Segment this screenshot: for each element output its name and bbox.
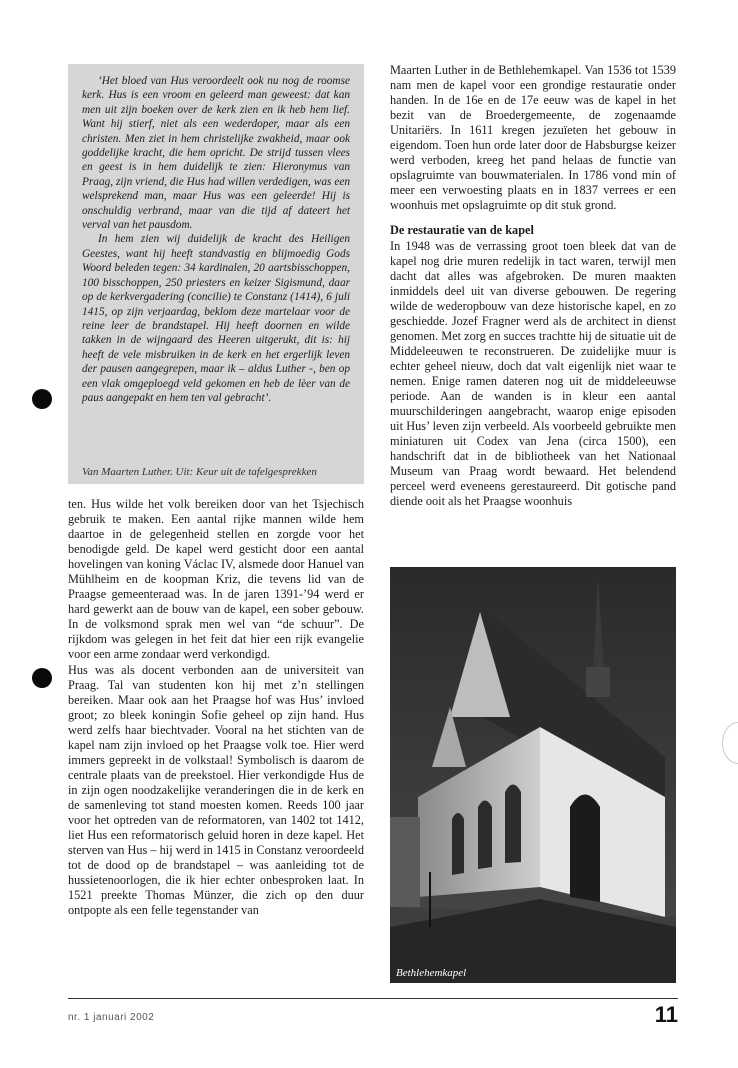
issue-label: nr. 1 januari 2002 bbox=[68, 1012, 155, 1023]
page-edge-mark bbox=[722, 722, 738, 764]
photo-caption: Bethlehemkapel bbox=[396, 967, 467, 979]
left-paragraph-2: Hus was als docent verbonden aan de universiteit van Praag. Tal van studenten kon hij met z’n stellingen bereiken. Maar ook aan het Praagse hof was Hus’ invloed groot; zo bleek koningin Sofie geheel op zijn hand. Hus werd zelfs haar biechtvader. Vooral na het stichten van de kapel nam zijn invloed op het Praagse volk toe. Hier werd immers gepreekt in de volkstaal! Symbolisch is daarom de centrale plaats van de preekstoel. Hier verkondigde Hus de in zijn ogen noodzakelijke veranderingen die in de kerk en de samenleving tot stand moesten komen. Reeds 100 jaar voor het optreden van de reformatoren, van 1402 tot 1412, liet Hus een reformatorisch geluid horen in deze kapel. Het sterven van Hus – hij werd in 1415 in Constanz veroordeeld tot de dood op de brandstapel – was aanleiding tot de hussietenoorlogen, die ik hier echter onbesproken laat. In 1521 preekte Thomas Münzer, die zich op den duur ontpopte als een felle tegenstander van bbox=[68, 662, 364, 918]
left-column bbox=[68, 497, 364, 918]
section-heading: De restauratie van de kapel bbox=[390, 223, 534, 238]
bethlehem-chapel-photo bbox=[390, 567, 676, 983]
footer-divider bbox=[68, 998, 678, 999]
quote-box bbox=[68, 64, 364, 484]
quote-source: Van Maarten Luther. Uit: Keur uit de tafelgesprekken bbox=[82, 466, 317, 478]
left-paragraph-1: ten. Hus wilde het volk bereiken door van het Tsjechisch gebruik te maken. Een aantal rijke mannen wilde hem daartoe in de gelegenheid stellen en zorgde voor het benodigde geld. De kapel werd gesticht door een aantal hovelingen van koning Václac IV, alsmede door Hanuel van Mühlheim en de koopman Kriz, die tevens lid van de Praagse gemeenteraad was. In de jaren 1391-’94 werd er hard gewerkt aan de bouw van de kapel, een sober gebouw. In de volksmond sprak men wel van “de schuur”. De rijkdom was gelegen in het feit dat hier een rijk evangelie voor een arme zondaar werd verkondigd. bbox=[68, 497, 364, 662]
quote-paragraph-1: ‘Het bloed van Hus veroordeelt ook nu nog de roomse kerk. Hus is een vroom en geleerd man geweest: dat kan men uit zijn boeken over de kerk zien en ik heb hem lief. Want hij stierf, niet als een wederdoper, maar als een christen. Men ziet in hem christelijke zwakheid, maar ook goddelijke kracht, die hem opricht. De strijd tussen vlees en geest is in hem duidelijk te zien: Hieronymus van Praag, zijn vriend, die Hus had willen verdedigen, was een welsprekend man, maar Hus was een geleerde! Hij is onschuldig verbrand, maar van die tijd af dateert het verval van het pausdom. bbox=[82, 75, 350, 232]
right-paragraph-1: Maarten Luther in de Bethlehemkapel. Van 1536 tot 1539 nam men de kapel voor een grondige restauratie onder handen. In de 16e en de 17e eeuw was de kapel in het bezit van de Broedergemeente, de zogenaamde Unitariërs. In 1611 kregen jezuïeten het gebouw in eigendom. Toen hun orde later door de Habsburgse keizer werd verboden, kreeg het pand helaas de functie van opslagruimte van bouwmaterialen. In 1786 vond min of meer een verwoesting plaats en in 1837 verrees er een woonhuis met opslagruimte op dit stuk grond. bbox=[390, 63, 676, 213]
page-number: 11 bbox=[654, 1002, 678, 1027]
quote-paragraph-2: In hem zien wij duidelijk de kracht des Heiligen Geestes, want hij heeft standvastig en blijmoedig Gods Woord beleden tegen: 34 kardinalen, 20 aartsbisschoppen, 100 bisschoppen, 250 priesters en keizer Sigismund, daar op de kerkvergadering (concilie) te Constanz (1414), 6 juli 1415, op zijn verjaardag, beklom deze martelaar voor de reine leer de brandstapel. Hij heeft doornen en wilde takken in de wijngaard des Heeren uitgerukt, dit is: hij heeft de vele misbruiken in de kerk en het ergerlijk leven der pausen aangegrepen, maar ik – aldus Luther -, ben op een vlak omgeploegd veld gekomen en heb de lèer van de paus aangepakt en hem ten val gebracht’. bbox=[82, 233, 350, 404]
punch-hole-lower bbox=[32, 668, 52, 688]
right-column bbox=[390, 63, 676, 509]
punch-hole-upper bbox=[32, 389, 52, 409]
right-paragraph-2: In 1948 was de verrassing groot toen bleek dat van de kapel nog drie muren redelijk in tact waren, terwijl men dacht dat alles was afgebroken. De muren maakten inmiddels deel uit van diverse gebouwen. De regering wilde de wederopbouw van deze historische kapel, en zo geschiedde. Jozef Fragner werd als de architect in dienst genomen. Met zorg en succes trachtte hij de situatie uit de Middeleeuwen te reconstrueren. De zuidelijke muur is echter geheel nieuw, doch dat valt eigenlijk niet waar te nemen. Enige ramen dateren nog uit de middeleeuwse periode. Aan de wanden is in kleur een aantal muurschilderingen aangebracht, waarop enige episoden uit Hus’ leven zijn verbeeld. Als voorbeeld gebruikte men miniaturen uit Codex van Jena (circa 1500), een handschrift dat in de bibliotheek van het Nationaal Museum van Praag wordt bewaard. Het belendend perceel werd eveneens gerestaureerd. Dit gotische pand diende ooit als het Praagse woonhuis bbox=[390, 238, 676, 509]
